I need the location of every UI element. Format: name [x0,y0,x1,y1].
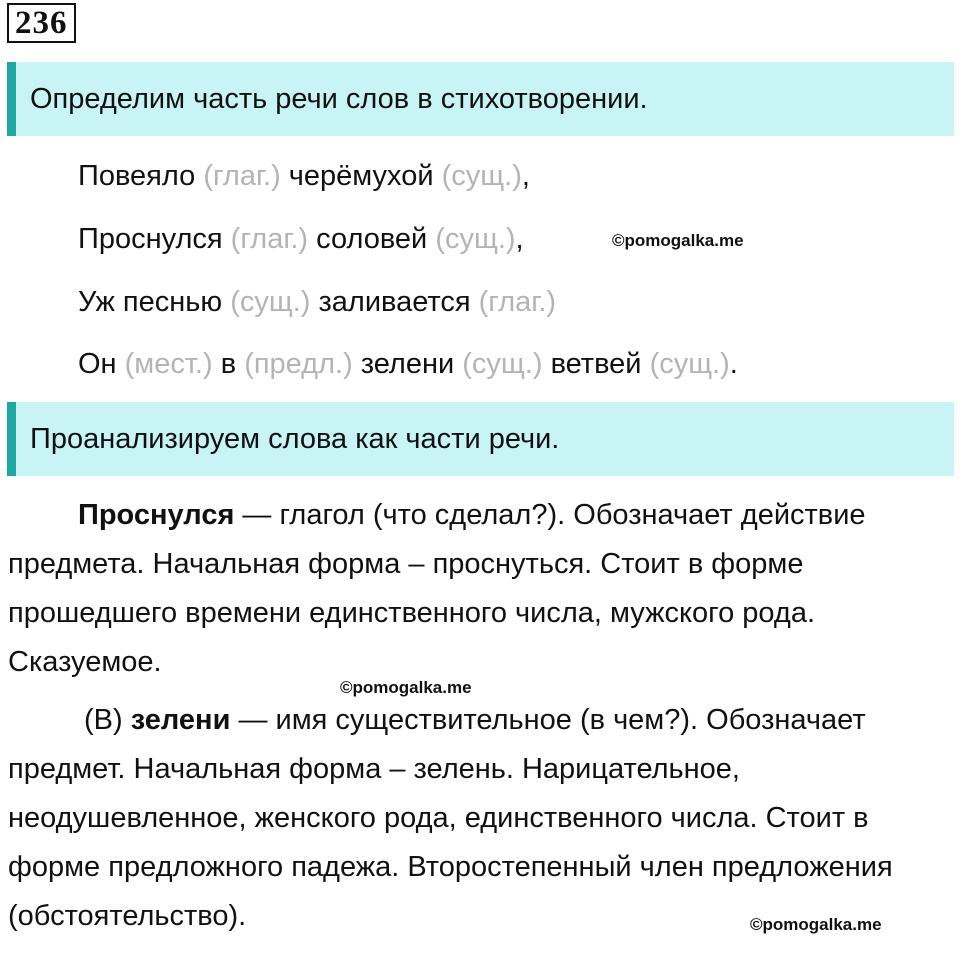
watermark: ©pomogalka.me [612,231,744,250]
pos-label: (глаг.) [230,223,309,255]
pos-label: (сущ.) [649,348,730,380]
analysis-text: — имя существительное (в чем?). Обозначает предмет. Начальная форма – зелень. Нарицательное, неодушевленное, женского рода, единственного числа. Стоит в форме предложного падежа. Второстепенный член предложения (обстоятельство). [8,704,893,932]
analyzed-word: Проснулся [78,499,235,531]
task-number: 236 [7,3,76,43]
pos-label: (сущ.) [462,348,543,380]
banner-title: Проанализируем слова как части речи. [30,423,560,455]
pos-label: (сущ.) [230,286,311,318]
poem-line-4 [78,344,738,384]
poem-word: Он [78,348,117,380]
analysis-prefix: (В) [84,704,131,736]
punctuation: . [729,348,738,380]
poem-word: в [220,348,237,380]
banner-title: Определим часть речи слов в стихотворении. [30,83,648,115]
poem-line-2 [78,219,524,259]
poem-word: Проснулся [78,223,223,255]
poem-word: ветвей [550,348,642,380]
analyzed-word: зелени [130,704,231,736]
analysis-text: — глагол (что сделал?). Обозначает действие предмета. Начальная форма – проснуться. Стоит в форме прошедшего времени единственного числа, мужского рода. Сказуемое. [8,499,866,678]
pos-label: (глаг.) [203,160,281,192]
poem-line-1 [78,156,530,196]
poem-word: Повеяло [78,160,196,192]
watermark: ©pomogalka.me [750,915,882,934]
pos-label: (сущ.) [435,223,516,255]
poem-word: соловей [316,223,428,255]
poem-word: черёмухой [288,160,434,192]
punctuation: , [515,223,524,255]
poem-word: зелени [360,348,455,380]
poem-line-3 [78,282,556,322]
section-banner-analysis [7,402,954,476]
poem-word: Уж песнью [78,286,223,318]
punctuation: , [521,160,530,192]
analysis-paragraph-noun [8,696,948,941]
pos-label: (предл.) [244,348,353,380]
poem-word: заливается [318,286,471,318]
analysis-paragraph-verb [8,491,948,687]
pos-label: (сущ.) [441,160,522,192]
watermark: ©pomogalka.me [340,678,472,697]
section-banner-parts-of-speech [7,62,954,136]
pos-label: (глаг.) [478,286,557,318]
pos-label: (мест.) [124,348,213,380]
